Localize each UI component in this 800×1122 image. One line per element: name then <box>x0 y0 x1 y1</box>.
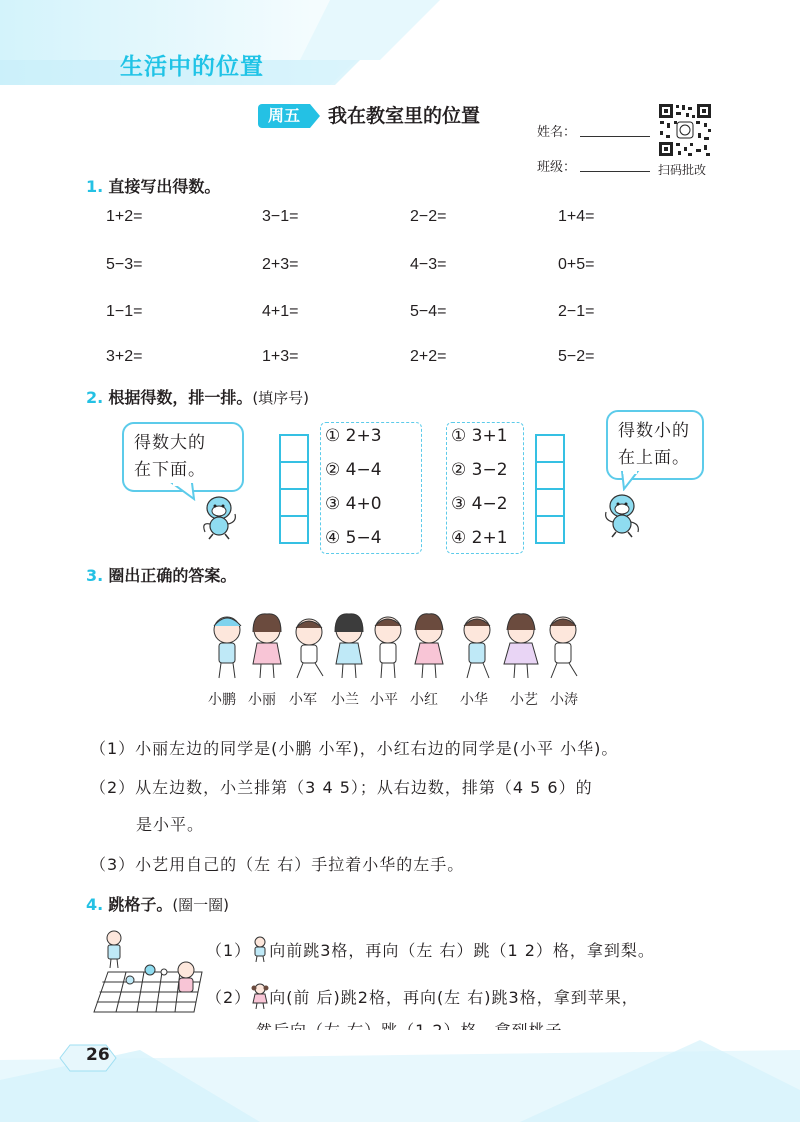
q2-number: 2. <box>86 388 104 407</box>
answer-box[interactable] <box>281 490 307 517</box>
girl-icon <box>251 983 269 1009</box>
q3-header <box>86 563 236 586</box>
q1-expr: 5−2= <box>558 348 595 365</box>
q1-expr: 4−3= <box>410 256 447 273</box>
q1-expr: 1+4= <box>558 208 595 225</box>
name-field[interactable] <box>580 136 650 137</box>
q1-number: 1. <box>86 177 104 196</box>
kid-name: 小华 <box>460 692 488 708</box>
q4-item-2-text: 向(前 后)跳2格，再向(左 右)跳3格，拿到苹果， <box>269 988 639 1007</box>
answer-box[interactable] <box>537 463 563 490</box>
cartoon-monkey-icon <box>596 490 648 538</box>
name-label: 姓名： <box>537 125 577 140</box>
q4-hint: (圈一圈) <box>172 896 230 914</box>
q3-item-2-cont: 是小平。 <box>136 815 205 834</box>
kid-name: 小鹏 <box>208 692 236 708</box>
answer-box-column-right[interactable] <box>535 434 565 544</box>
kid-figure <box>550 617 577 678</box>
page-number: 26 <box>86 1045 110 1065</box>
q1-expr: 1+3= <box>262 348 299 365</box>
class-label: 班级： <box>537 160 577 175</box>
bubble-line: 在下面。 <box>134 460 206 480</box>
q2-header <box>86 385 309 408</box>
q1-expr: 5−3= <box>106 256 143 273</box>
kid-figure <box>253 614 281 678</box>
qr-caption: 扫码批改 <box>658 163 707 177</box>
right-speech-bubble <box>606 410 704 480</box>
q4-number: 4. <box>86 895 104 914</box>
left-speech-bubble <box>122 422 244 492</box>
kid-name: 小涛 <box>550 692 578 708</box>
kid-name: 小丽 <box>248 692 276 708</box>
kid-name: 小艺 <box>510 692 538 708</box>
q3-item-1: （1）小丽左边的同学是(小鹏 小军)，小红右边的同学是(小平 小华)。 <box>90 739 619 758</box>
lesson-title: 我在教室里的位置 <box>328 105 481 127</box>
kid-figure <box>214 617 241 678</box>
q1-expr: 3−1= <box>262 208 299 225</box>
answer-box[interactable] <box>537 517 563 542</box>
kid-figure <box>335 614 363 678</box>
q1-header <box>86 174 220 197</box>
option: ④ 2+1 <box>451 528 508 548</box>
q3-item-2: （2）从左边数，小兰排第（3 4 5）；从右边数，排第（4 5 6）的 <box>90 778 593 797</box>
answer-box[interactable] <box>537 436 563 463</box>
q3-item-3: （3）小艺用自己的（左 右）手拉着小华的左手。 <box>90 855 465 874</box>
q4-header <box>86 892 229 915</box>
q4-item-1-number: （1） <box>206 941 252 960</box>
kid-figure <box>296 619 323 678</box>
kid-figure <box>464 617 490 678</box>
q1-expr: 2−2= <box>410 208 447 225</box>
option: ③ 4+0 <box>325 494 382 514</box>
qr-code-icon[interactable] <box>658 103 712 157</box>
q4-item-2-number: （2） <box>206 988 252 1007</box>
q4-item-2 <box>206 983 639 1009</box>
class-field[interactable] <box>580 171 650 172</box>
q2-hint: (填序号) <box>252 389 310 407</box>
bubble-line: 在上面。 <box>618 448 690 468</box>
q3-title: 圈出正确的答案。 <box>108 566 237 585</box>
footer-band <box>0 1030 800 1122</box>
option: ① 3+1 <box>451 426 508 446</box>
kid-figure <box>504 614 538 678</box>
option: ③ 4−2 <box>451 494 508 514</box>
q1-expr: 2−1= <box>558 303 595 320</box>
q1-expr: 4+1= <box>262 303 299 320</box>
children-lineup-illustration <box>205 610 595 682</box>
kid-figure <box>415 614 443 678</box>
q4-title: 跳格子。 <box>108 895 173 914</box>
kid-name: 小兰 <box>331 692 359 708</box>
q4-item-1-text: 向前跳3格，再向（左 右）跳（1 2）格，拿到梨。 <box>269 941 655 960</box>
q1-expr: 2+2= <box>410 348 447 365</box>
unit-title: 生活中的位置 <box>120 54 264 80</box>
day-badge: 周五 <box>258 104 310 128</box>
q1-expr: 1−1= <box>106 303 143 320</box>
q2-title: 根据得数，排一排。 <box>108 388 253 407</box>
answer-box-column-left[interactable] <box>279 434 309 544</box>
hopscotch-grid-illustration <box>90 926 210 1016</box>
bubble-line: 得数小的 <box>618 421 690 441</box>
q1-expr: 0+5= <box>558 256 595 273</box>
q1-expr: 5−4= <box>410 303 447 320</box>
answer-box[interactable] <box>281 517 307 542</box>
q1-expr: 1+2= <box>106 208 143 225</box>
q1-expr: 3+2= <box>106 348 143 365</box>
kid-name: 小军 <box>289 692 317 708</box>
day-badge-arrow <box>310 104 320 128</box>
q1-title: 直接写出得数。 <box>108 177 221 196</box>
option: ① 2+3 <box>325 426 382 446</box>
q1-expr: 2+3= <box>262 256 299 273</box>
bubble-line: 得数大的 <box>134 433 206 453</box>
option: ④ 5−4 <box>325 528 382 548</box>
kid-figure <box>375 617 401 678</box>
answer-box[interactable] <box>537 490 563 517</box>
bubble-tail <box>618 471 642 491</box>
boy-icon <box>251 936 269 962</box>
answer-box[interactable] <box>281 463 307 490</box>
q4-item-1 <box>206 936 655 962</box>
cartoon-monkey-icon <box>195 492 247 540</box>
option: ② 4−4 <box>325 460 382 480</box>
kid-name: 小红 <box>410 692 438 708</box>
kid-name: 小平 <box>370 692 398 708</box>
answer-box[interactable] <box>281 436 307 463</box>
q3-number: 3. <box>86 566 104 585</box>
option: ② 3−2 <box>451 460 508 480</box>
